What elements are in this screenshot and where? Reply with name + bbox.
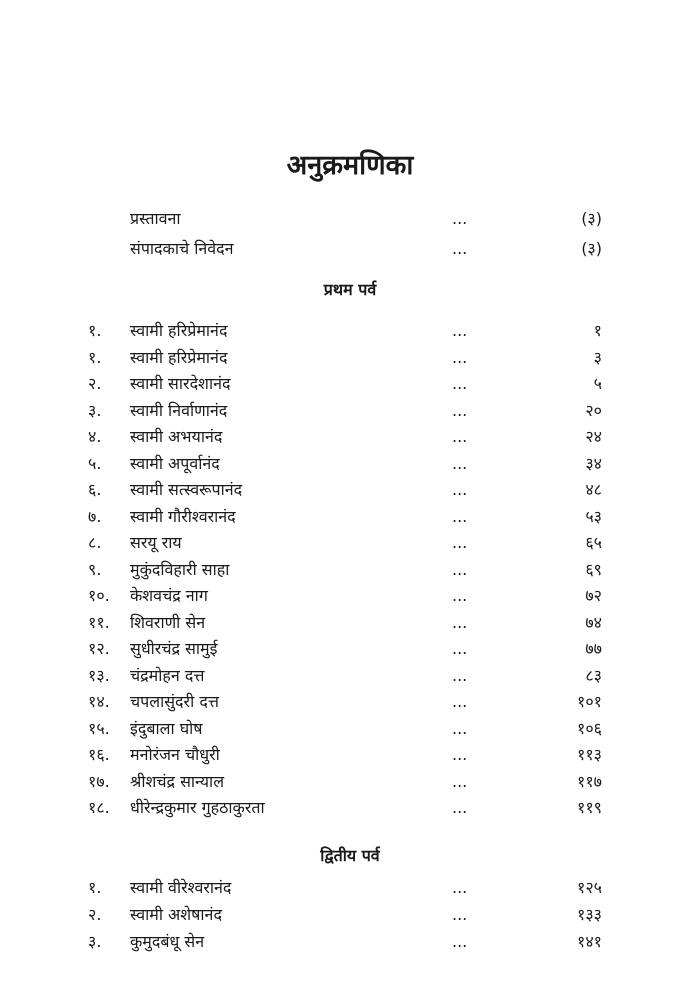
entry-title: स्वामी वीरेश्वरानंद: [130, 878, 232, 897]
entry-number: १२.: [88, 639, 110, 658]
entry-page: ७७: [585, 639, 602, 658]
entry-title: स्वामी अपूर्वानंद: [130, 453, 220, 473]
entry-number: ११.: [88, 612, 110, 632]
toc-entry[interactable]: [0, 345, 700, 371]
toc-entry[interactable]: [0, 504, 700, 530]
toc-entry-editor-note[interactable]: [0, 236, 700, 262]
entry-number: ८.: [88, 533, 102, 552]
entry-number: १७.: [88, 771, 110, 791]
entry-leader: ...: [452, 665, 468, 685]
entry-page: ६५: [585, 533, 602, 552]
entry-number: ३.: [88, 932, 102, 951]
entry-number: १.: [88, 878, 102, 897]
entry-title: स्वामी सत्स्वरूपानंद: [130, 480, 243, 499]
entry-number: १६.: [88, 745, 110, 764]
entry-number: ७.: [88, 506, 102, 526]
entry-number: १५.: [88, 718, 110, 738]
section-heading-part-2: द्वितीय पर्व: [320, 846, 380, 865]
entry-number: १४.: [88, 692, 110, 711]
entry-title: श्रीशचंद्र सान्याल: [130, 771, 225, 791]
toc-entry[interactable]: [0, 902, 700, 928]
entry-title: चंद्रमोहन दत्त: [130, 665, 205, 685]
entry-leader: ...: [452, 878, 468, 897]
entry-leader: ...: [452, 506, 468, 526]
toc-entry[interactable]: [0, 929, 700, 955]
entry-leader: ...: [452, 374, 468, 393]
entry-page: (३): [581, 209, 602, 228]
entry-title: स्वामी गौरीश्वरानंद: [130, 506, 236, 526]
entry-title: शिवराणी सेन: [130, 612, 206, 632]
page-title: अनुक्रमणिका: [286, 150, 414, 181]
entry-page: ११३: [577, 745, 602, 764]
entry-leader: ...: [452, 932, 468, 951]
entry-title: स्वामी हरिप्रेमानंद: [130, 347, 228, 367]
entry-title: स्वामी हरिप्रेमानंद: [130, 321, 228, 340]
entry-page: ५: [593, 374, 602, 393]
entry-leader: ...: [452, 639, 468, 658]
entry-number: १.: [88, 347, 102, 367]
entry-page: १२५: [577, 878, 602, 897]
toc-entry[interactable]: [0, 742, 700, 768]
entry-leader: ...: [452, 612, 468, 632]
entry-leader: ...: [452, 798, 468, 817]
entry-page: १०६: [577, 718, 602, 738]
entry-leader: ...: [452, 480, 468, 499]
entry-title: मुकुंदविहारी साहा: [130, 559, 230, 579]
entry-number: १८.: [88, 798, 110, 817]
entry-number: २.: [88, 905, 102, 924]
entry-title: सुधीरचंद्र सामुई: [130, 639, 218, 658]
entry-number: ६.: [88, 480, 102, 499]
entry-title: धीरेन्द्रकुमार गुहठाकुरता: [130, 798, 265, 817]
toc-entry[interactable]: [0, 557, 700, 583]
entry-page: १४१: [577, 932, 602, 951]
entry-leader: ...: [452, 718, 468, 738]
entry-number: ९.: [88, 559, 102, 579]
entry-number: १०.: [88, 586, 110, 605]
entry-leader: ...: [452, 239, 468, 258]
toc-entry[interactable]: [0, 875, 700, 901]
entry-leader: ...: [452, 905, 468, 924]
toc-entry[interactable]: [0, 451, 700, 477]
entry-leader: ...: [452, 321, 468, 340]
toc-entry[interactable]: [0, 636, 700, 662]
entry-leader: ...: [452, 559, 468, 579]
entry-leader: ...: [452, 400, 468, 420]
entry-leader: ...: [452, 586, 468, 605]
entry-page: २४: [585, 427, 602, 446]
entry-title: संपादकाचे निवेदन: [130, 239, 234, 258]
toc-entry[interactable]: [0, 477, 700, 503]
entry-title: मनोरंजन चौधुरी: [130, 745, 220, 764]
entry-page: १०१: [577, 692, 602, 711]
toc-entry[interactable]: [0, 716, 700, 742]
toc-entry[interactable]: [0, 610, 700, 636]
toc-entry-preface[interactable]: [0, 206, 700, 232]
toc-entry[interactable]: [0, 424, 700, 450]
entry-page: ७२: [585, 586, 602, 605]
entry-number: १.: [88, 321, 102, 340]
toc-entry[interactable]: [0, 530, 700, 556]
entry-title: स्वामी निर्वाणानंद: [130, 400, 228, 420]
entry-page: (३): [581, 239, 602, 258]
entry-leader: ...: [452, 533, 468, 552]
toc-entry[interactable]: [0, 318, 700, 344]
entry-leader: ...: [452, 209, 468, 228]
entry-title: सरयू राय: [130, 533, 182, 552]
entry-title: स्वामी अभयानंद: [130, 427, 223, 446]
entry-leader: ...: [452, 692, 468, 711]
entry-number: ३.: [88, 400, 102, 420]
entry-number: १३.: [88, 665, 110, 685]
entry-page: ७४: [585, 612, 602, 632]
entry-page: १: [593, 321, 602, 340]
entry-leader: ...: [452, 771, 468, 791]
entry-page: ४८: [585, 480, 602, 499]
entry-leader: ...: [452, 745, 468, 764]
entry-page: ८३: [585, 665, 602, 685]
toc-entry[interactable]: [0, 689, 700, 715]
entry-leader: ...: [452, 453, 468, 473]
entry-title: केशवचंद्र नाग: [130, 586, 208, 605]
entry-number: २.: [88, 374, 102, 393]
entry-title: इंदुबाला घोष: [130, 718, 203, 738]
toc-entry[interactable]: [0, 795, 700, 821]
toc-entry[interactable]: [0, 371, 700, 397]
entry-page: ११७: [577, 771, 602, 791]
entry-number: ४.: [88, 427, 102, 446]
entry-title: चपलासुंदरी दत्त: [130, 692, 219, 711]
entry-page: ६९: [585, 559, 602, 579]
section-heading-part-1: प्रथम पर्व: [323, 280, 377, 299]
entry-number: ५.: [88, 453, 102, 473]
entry-page: ३४: [585, 453, 602, 473]
entry-title: प्रस्तावना: [130, 209, 181, 228]
entry-page: १३३: [577, 905, 602, 924]
toc-entry[interactable]: [0, 663, 700, 689]
entry-leader: ...: [452, 427, 468, 446]
entry-title: स्वामी अशेषानंद: [130, 905, 222, 924]
toc-entry[interactable]: [0, 583, 700, 609]
toc-entry[interactable]: [0, 398, 700, 424]
entry-title: कुमुदबंधू सेन: [130, 932, 205, 951]
entry-title: स्वामी सारदेशानंद: [130, 374, 231, 393]
toc-entry[interactable]: [0, 769, 700, 795]
entry-page: २०: [585, 400, 602, 420]
entry-leader: ...: [452, 347, 468, 367]
entry-page: ३: [593, 347, 602, 367]
entry-page: ५३: [585, 506, 602, 526]
entry-page: ११९: [577, 798, 602, 817]
